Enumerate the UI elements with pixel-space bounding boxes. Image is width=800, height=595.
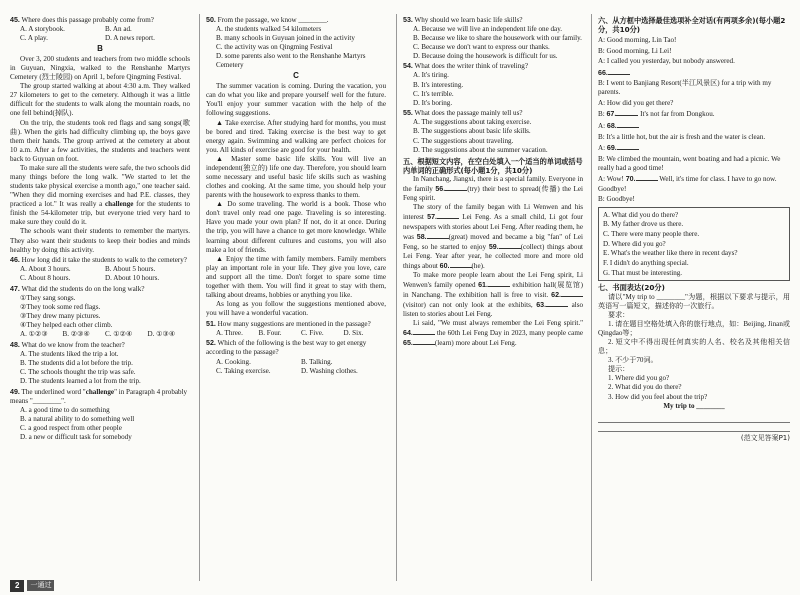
passage-b-paragraph: To make sure all the students were safe, the two schools did many things before the long walk. "We started to let the students take physical exercise a month ago," one teacher said. "When they did morning exercises and had P.E. classes, they practiced a lot." It was really a challenge for the students to finish the 54-kilometer trip, but everyone tried very hard to make sure they could do it.	[10, 163, 190, 227]
box-option: C. There were many people there.	[603, 230, 700, 239]
passage-b-paragraph: The schools want their students to remember the martyrs. They also want their students to keep their bodies and minds healthy by doing this activity.	[10, 227, 190, 254]
option-a: A. the students walked 54 kilometers	[216, 24, 322, 33]
question-45: 45. Where does this passage probably come from?	[10, 15, 154, 24]
option-b: B. many schools in Guyuan joined in the activity	[216, 33, 355, 42]
question-47: 47. What did the students do on the long walk?	[10, 284, 145, 293]
answer-blank-67[interactable]	[616, 109, 638, 116]
box-option: D. Where did you go?	[603, 239, 666, 248]
column-2	[206, 14, 386, 376]
answer-blank-58[interactable]	[427, 232, 449, 239]
passage-c-paragraph: ▲ Master some basic life skills. You will live an independent(独立的) life one day. Therefore, you should learn some necessary and useful basic life skills such as washing clothes and cooking. At the same time, you should help your parents with the housework to express thanks to them.	[206, 154, 386, 200]
writing-instruction: 提示：	[608, 365, 630, 374]
box-option: A. What did you do there?	[603, 210, 679, 219]
page-number: 2	[10, 580, 24, 592]
section-c-heading: C	[293, 70, 299, 80]
passage-c-paragraph: The summer vacation is coming. During the vacation, you can do what you like and prepare yourself well for the future. You'll enjoy your summer vacation with the help of the following suggestions.	[206, 82, 386, 118]
option-a: A. Because we will live an independent life one day.	[413, 24, 563, 33]
option-a: A. The suggestions about taking exercise.	[413, 118, 532, 127]
brand-logo: 一通过	[27, 580, 54, 591]
dialogue-line: 66.	[598, 68, 790, 78]
column-3	[403, 14, 583, 349]
dialogue-line: B: Goodbye!	[598, 195, 635, 204]
cloze-paragraph: Li said, "We must always remember the Lei Feng spirit." 64. the 60th Lei Feng Day in 2023, many people came 65. (learn) more about Lei Feng.	[403, 319, 583, 348]
answer-reference: (范文见答案P1)	[740, 433, 790, 442]
option-b: B. ②③④	[62, 330, 90, 339]
option-b: B. The students did a lot before the trip.	[20, 359, 133, 368]
option-d: D. The students learned a lot from the trip.	[20, 377, 141, 386]
writing-hint: 3. How did you feel about the trip?	[608, 392, 708, 401]
option-d: D. About 10 hours.	[105, 274, 160, 283]
option-c: C. Because we don't want to express our thanks.	[413, 42, 550, 51]
option-c: C. a good respect from other people	[20, 424, 122, 433]
question-49: 49. The underlined word "challenge" in Paragraph 4 probably means "________".	[10, 387, 188, 405]
answer-blank-68[interactable]	[617, 121, 639, 128]
passage-b-paragraph: On the trip, the students took red flags and sang songs(歌曲). When the girls had difficulty climbing up, the boys gave them their hands. The group arrived at the cemetery at about 10 a.m. After a few activities, the students and teachers went back to Guyuan on foot.	[10, 118, 190, 163]
cloze-paragraph: To make more people learn about the Lei Feng spirit, Li Wenwen's family opened 61. exhibition hall(展览馆) in Nanchang. The exhibition hall is free to visit. 62.(visitor) can not only look at the exhibits, 63. also listen to stories about Lei Feng.	[403, 270, 583, 319]
box-option: G. That must be interesting.	[603, 268, 683, 277]
column-divider	[396, 14, 397, 581]
column-divider	[591, 14, 592, 581]
dialogue-line: A: Good morning, Lin Tao!	[598, 35, 677, 44]
option-c: C. About 8 hours.	[20, 274, 71, 283]
answer-blank-63[interactable]	[546, 300, 568, 307]
option-d: D. a new or difficult task for somebody	[20, 433, 132, 442]
option-c: C. The suggestions about traveling.	[413, 136, 514, 145]
question-52: 52. Which of the following is the best way to get energy according to the passage?	[206, 339, 367, 357]
question-54: 54. What does the writer think of traveling?	[403, 62, 528, 71]
dialogue-line: B: Good morning, Li Lei!	[598, 46, 672, 55]
dialogue-line: B: I went to Banjiang Resort(半江风景区) for a trip with my parents.	[598, 79, 772, 97]
option-c: C. the activity was on Qingming Festival	[216, 42, 333, 51]
option-d: D. It's boring.	[413, 98, 453, 107]
option-d: D. A news report.	[105, 33, 155, 42]
option-d: D. Washing clothes.	[301, 366, 358, 375]
section-5-title: 五、根据短文内容，在空白处填入一个适当的单词或括号内单词的正确形式(每小题1分，共10分)	[403, 156, 583, 175]
answer-blank-66[interactable]	[608, 68, 630, 75]
writing-instruction: 3. 不少于70词。	[608, 356, 658, 365]
option-a: A. Three.	[216, 328, 243, 337]
item: ④They helped each other climb.	[20, 321, 113, 330]
passage-b-paragraph: The group started walking at about 4:30 a.m. They walked 27 kilometers to get to the cemetery. Although it was a little difficult for the students to walk along the mountain roads, no one fell behind(掉队).	[10, 82, 190, 118]
option-a: A. A storybook.	[20, 24, 65, 33]
writing-instruction: 要求：	[608, 310, 630, 319]
question-51: 51. How many suggestions are mentioned in the passage?	[206, 319, 371, 328]
option-c: C. Taking exercise.	[216, 366, 271, 375]
writing-instruction: 请以"My trip to ________"为题，根据以下要求与提示，用英语写一篇短文，描述你的一次旅行。	[598, 292, 790, 310]
column-1	[10, 14, 190, 442]
option-a: A. The students liked the trip a lot.	[20, 349, 119, 358]
dialogue-line: A: 69.	[598, 143, 790, 153]
option-b: B. The suggestions about basic life skills.	[413, 127, 531, 136]
option-a: A. Cooking.	[216, 357, 251, 366]
answer-blank-69[interactable]	[617, 143, 639, 150]
dialogue-line: A: I called you yesterday, but nobody answered.	[598, 57, 735, 66]
writing-lines[interactable]	[598, 414, 790, 432]
page-footer	[10, 580, 54, 592]
section-6-title: 六、从方框中选择最佳选项补全对话(有两项多余)(每小题2分，共10分)	[598, 16, 786, 35]
answer-blank-61[interactable]	[488, 280, 510, 287]
box-option: E. What's the weather like there in recent days?	[603, 249, 738, 258]
box-option: F. I didn't do anything special.	[603, 259, 689, 268]
section-b-heading: B	[97, 43, 103, 53]
box-option: B. My father drove us there.	[603, 220, 684, 229]
option-b: B. Four.	[258, 328, 282, 337]
cloze-paragraph: In Nanchang, Jiangxi, there is a special family. Everyone in the family 56. (try) their best to spread(传播) the Lei Feng spirit.	[403, 175, 583, 203]
item: ①They sang songs.	[20, 294, 76, 302]
dialogue-line: B: We climbed the mountain, went boating and had a picnic. We really had a good time!	[598, 154, 781, 172]
cloze-paragraph: The story of the family began with Li Wenwen and his interest 57. Lei Feng. As a small child, Li got four newspapers with stories about Lei Feng. After reading them, he was 58. (great) moved and became a big "fan" of Lei Feng, so he started to enjoy 59. (collect) things about Lei Feng. Year after year, he collected more and more old things about 60. (he).	[403, 203, 583, 270]
option-c: C. A play.	[20, 33, 48, 42]
option-b: B. Talking.	[301, 357, 333, 366]
passage-c-paragraph: ▲ Do some traveling. The world is a book. Those who don't travel only read one page. Traveling is so interesting. Have you made your own plan? If not, do it at once. During the trip, you will have a chance to get more knowledge. While learning about different cultures and customs, you will also make a lot of friends.	[206, 200, 386, 254]
question-50: 50. From the passage, we know ________.	[206, 15, 329, 24]
question-46: 46. How long did it take the students to walk to the cemetery?	[10, 256, 187, 265]
dialogue-line: B: It's a little hot, but the air is fresh and the water is clean.	[598, 132, 766, 141]
answer-blank-59[interactable]	[499, 242, 521, 249]
option-c: C. ①②④	[105, 330, 133, 339]
writing-hint: 1. Where did you go?	[608, 374, 670, 383]
item: ③They drew many pictures.	[20, 312, 101, 321]
option-b: B. An ad.	[105, 24, 132, 33]
writing-hint: 2. What did you do there?	[608, 383, 682, 392]
option-d: D. The suggestions about the summer vacation.	[413, 145, 548, 154]
option-c: C. It's terrible.	[413, 89, 454, 98]
option-d: D. ①③④	[147, 330, 176, 339]
dialogue-line: A: 68.	[598, 121, 790, 131]
passage-c-paragraph: ▲ Take exercise. After studying hard for months, you must be bored and tired. Taking exercise is the best way to get energy again. Swimming and walking are perfect choices for you. All kinds of exercise are good for your health.	[206, 118, 386, 154]
section-7-title: 七、书面表达(20分)	[598, 283, 665, 293]
question-48: 48. What do we know from the teacher?	[10, 340, 125, 349]
option-d: D. some parents also went to the Renshanhe Martyrs Cemetery	[216, 51, 366, 69]
answer-blank-64[interactable]	[413, 328, 435, 335]
option-c: C. The schools thought the trip was safe.	[20, 368, 136, 377]
passage-b-paragraph: Over 3, 200 students and teachers from two middle schools in Guyuan, Ningxia, walked to the Renshanhe Martyrs Cemetery (烈士陵园) on April 1, before Qingming Festival.	[10, 54, 190, 82]
option-a: A. a good time to do something	[20, 405, 110, 414]
option-d: D. Six.	[343, 328, 364, 337]
question-53: 53. Why should we learn basic life skills?	[403, 15, 523, 24]
option-c: C. Five.	[301, 328, 324, 337]
options-box	[598, 207, 790, 281]
option-a: A. It's tiring.	[413, 71, 449, 80]
option-b: B. a natural ability to do something well	[20, 415, 135, 424]
dialogue-line: A: How did you get there?	[598, 98, 674, 107]
dialogue-line: B: 67. It's not far from Dongkou.	[598, 110, 715, 119]
passage-c-paragraph: ▲ Enjoy the time with family members. Family members play an important role in your life. They give you love, care and support all the time. Don't forget to spare some time together with them. You will find it great to stay with them, talking about dreams, hobbies or anything you like.	[206, 254, 386, 299]
option-b: B. About 5 hours.	[105, 265, 156, 274]
answer-blank-65[interactable]	[413, 338, 435, 345]
option-a: A. ①②③	[20, 330, 48, 339]
option-b: B. It's interesting.	[413, 80, 464, 89]
writing-instruction: 2. 短文中不得出现任何真实的人名、校名及其他相关信息；	[598, 338, 790, 356]
column-4	[598, 14, 790, 443]
option-b: B. Because we like to share the housework with our family.	[413, 33, 582, 42]
column-divider	[199, 14, 200, 581]
essay-title: My trip to ________	[663, 401, 725, 410]
answer-blank-62[interactable]	[561, 290, 583, 297]
answer-blank-70[interactable]	[636, 174, 658, 181]
writing-instruction: 1. 请在题目空格处填入你的旅行地点，如：Beijing, Jinan或Qingdao等；	[598, 319, 790, 338]
passage-c-paragraph: As long as you follow the suggestions mentioned above, you will have a wonderful vacation.	[206, 300, 386, 318]
challenge-word: challenge	[105, 200, 134, 209]
dialogue-line: A: Wow! 70. Well, it's time for class. I have to go now. Goodbye!	[598, 175, 777, 193]
question-55: 55. What does the passage mainly tell us?	[403, 109, 523, 118]
option-a: A. About 3 hours.	[20, 265, 71, 274]
answer-blank-56[interactable]	[445, 184, 467, 191]
option-d: D. Because doing the housework is difficult for us.	[413, 51, 558, 60]
answer-blank-57[interactable]	[437, 212, 459, 219]
item: ②They took some red flags.	[20, 303, 101, 312]
answer-blank-60[interactable]	[450, 261, 472, 268]
